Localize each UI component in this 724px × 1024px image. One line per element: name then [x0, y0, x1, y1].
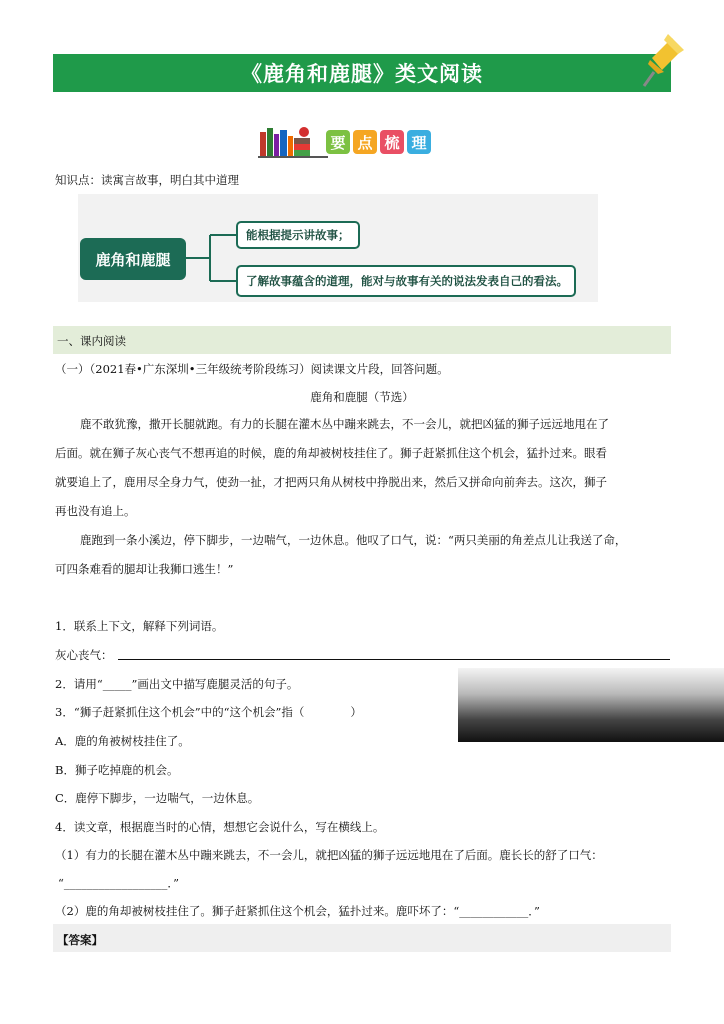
gradient-overlay	[458, 668, 724, 742]
question-4: 4．读文章，根据鹿当时的心情，想想它会说什么，写在横线上。	[55, 820, 385, 834]
section-bar	[53, 326, 671, 354]
key-tag: 点	[353, 130, 377, 154]
title-banner	[53, 54, 671, 92]
question-3: 3．“狮子赶紧抓住这个机会”中的“这个机会”指（ ）	[55, 705, 362, 719]
mindmap-branch-2: 了解故事蕴含的道理，能对与故事有关的说法发表自己的看法。	[236, 265, 576, 297]
answer-bar	[53, 924, 671, 952]
answer-label: 【答案】	[57, 933, 103, 947]
passage-line: 再也没有追上。	[55, 504, 136, 518]
mindmap-branch-1: 能根据提示讲故事；	[236, 221, 360, 249]
mindmap-root: 鹿角和鹿腿	[80, 238, 186, 280]
question-4-part-2: （2）鹿的角却被树枝挂住了。狮子赶紧抓住这个机会，猛扑过来。鹿吓坏了：“____________．”	[55, 904, 540, 918]
option-b[interactable]: B．狮子吃掉鹿的机会。	[55, 763, 179, 777]
question-1-word: 灰心丧气：	[55, 648, 113, 662]
passage-line: 就要追上了，鹿用尽全身力气，使劲一扯，才把两只角从树枝中挣脱出来，然后又拼命向前奔去。这次，狮子	[55, 475, 607, 489]
question-4-part-1-blank[interactable]: “__________________．”	[58, 876, 180, 890]
key-tag: 要	[326, 130, 350, 154]
page-title: 《鹿角和鹿腿》类文阅读	[241, 62, 483, 86]
question-1: 1．联系上下文，解释下列词语。	[55, 619, 224, 633]
mindmap-connectors	[186, 220, 240, 290]
key-tag: 梳	[380, 130, 404, 154]
knowledge-point: 知识点：读寓言故事，明白其中道理	[55, 173, 239, 187]
answer-blank-line[interactable]	[118, 659, 670, 660]
pushpin-icon	[638, 28, 690, 88]
books-icon	[258, 124, 328, 158]
passage-line: 后面。就在狮子灰心丧气不想再追的时候，鹿的角却被树枝挂住了。狮子赶紧抓住这个机会，猛扑过来。眼看	[55, 446, 607, 460]
key-tag: 理	[407, 130, 431, 154]
passage-line: 鹿跑到一条小溪边，停下脚步，一边喘气，一边休息。他叹了口气，说：“两只美丽的角差点儿让我送了命，	[80, 533, 627, 547]
passage-title: 鹿角和鹿腿（节选）	[310, 390, 414, 404]
passage-line: 鹿不敢犹豫，撒开长腿就跑。有力的长腿在灌木丛中蹦来跳去，不一会儿，就把凶猛的狮子远远地甩在了	[80, 417, 609, 431]
passage-line: 可四条难看的腿却让我狮口逃生！”	[55, 562, 234, 576]
key-points-tags	[326, 130, 431, 154]
option-a[interactable]: A．鹿的角被树枝挂住了。	[55, 734, 190, 748]
question-4-part-1: （1）有力的长腿在灌木丛中蹦来跳去，不一会儿，就把凶猛的狮子远远地甩在了后面。鹿长长的舒了口气：	[55, 848, 603, 862]
option-c[interactable]: C．鹿停下脚步，一边喘气，一边休息。	[55, 791, 260, 805]
question-2: 2．请用“_____”画出文中描写鹿腿灵活的句子。	[55, 677, 299, 691]
question-source: （一）（2021春•广东深圳•三年级统考阶段练习）阅读课文片段，回答问题。	[55, 362, 449, 376]
section-title: 一、课内阅读	[57, 334, 126, 348]
